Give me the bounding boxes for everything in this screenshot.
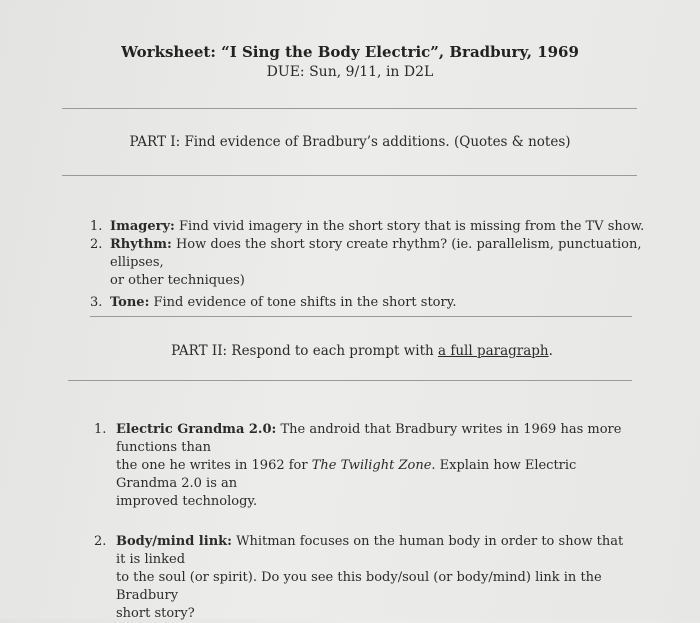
part1-list <box>0 218 700 312</box>
divider-4 <box>68 380 632 381</box>
item-label: Imagery: <box>110 219 175 234</box>
part1-heading: PART I: Find evidence of Bradbury’s additions. (Quotes & notes) <box>129 134 571 150</box>
item-text: short story? <box>116 606 195 621</box>
list-item-imagery <box>0 218 650 236</box>
twilight-zone-title: The Twilight Zone <box>311 458 432 473</box>
divider-2 <box>62 175 637 176</box>
part2-heading-end: . <box>548 343 553 359</box>
item-number: 1. <box>94 422 107 437</box>
item-text: Find evidence of tone shifts in the short story. <box>149 295 457 310</box>
part2-list <box>0 421 700 623</box>
item-text: Whitman focuses on the human body in order to show that it is linked <box>116 534 624 567</box>
part2-heading <box>12 343 700 359</box>
item-text: How does the short story create rhythm? (ie. parallelism, punctuation, ellipses, <box>110 237 642 270</box>
item-text-continued: or other techniques) <box>110 273 245 288</box>
item-number: 2. <box>90 237 103 252</box>
item-number: 3. <box>90 295 103 310</box>
item-label: Body/mind link: <box>116 534 232 549</box>
item-text: to the soul (or spirit). Do you see this body/soul (or body/mind) link in the Bradbury <box>116 570 602 603</box>
item-text: improved technology. <box>116 494 258 509</box>
divider-3 <box>90 316 632 317</box>
due-date: DUE: Sun, 9/11, in D2L <box>266 64 434 80</box>
list-item-tone <box>0 294 650 312</box>
item-text: the one he writes in 1962 for <box>116 458 312 473</box>
item-text: Find vivid imagery in the short story that is missing from the TV show. <box>174 219 645 234</box>
list-item-body-mind <box>0 533 636 623</box>
worksheet-title: Worksheet: “I Sing the Body Electric”, Bradbury, 1969 <box>121 43 579 61</box>
item-label: Electric Grandma 2.0: <box>116 422 277 437</box>
item-text: The android that Bradbury writes in 1969 has more functions than <box>116 422 622 455</box>
list-item-rhythm <box>0 236 650 290</box>
item-text: . Explain how Electric Grandma 2.0 is an <box>116 458 577 491</box>
item-number: 2. <box>94 534 107 549</box>
divider-1 <box>62 108 637 109</box>
full-paragraph-emphasis: a full paragraph <box>437 343 549 359</box>
item-label: Tone: <box>110 295 150 310</box>
part2-heading-text: PART II: Respond to each prompt with <box>171 343 438 359</box>
item-label: Rhythm: <box>110 237 172 252</box>
list-item-electric-grandma <box>0 421 636 511</box>
item-number: 1. <box>90 219 103 234</box>
